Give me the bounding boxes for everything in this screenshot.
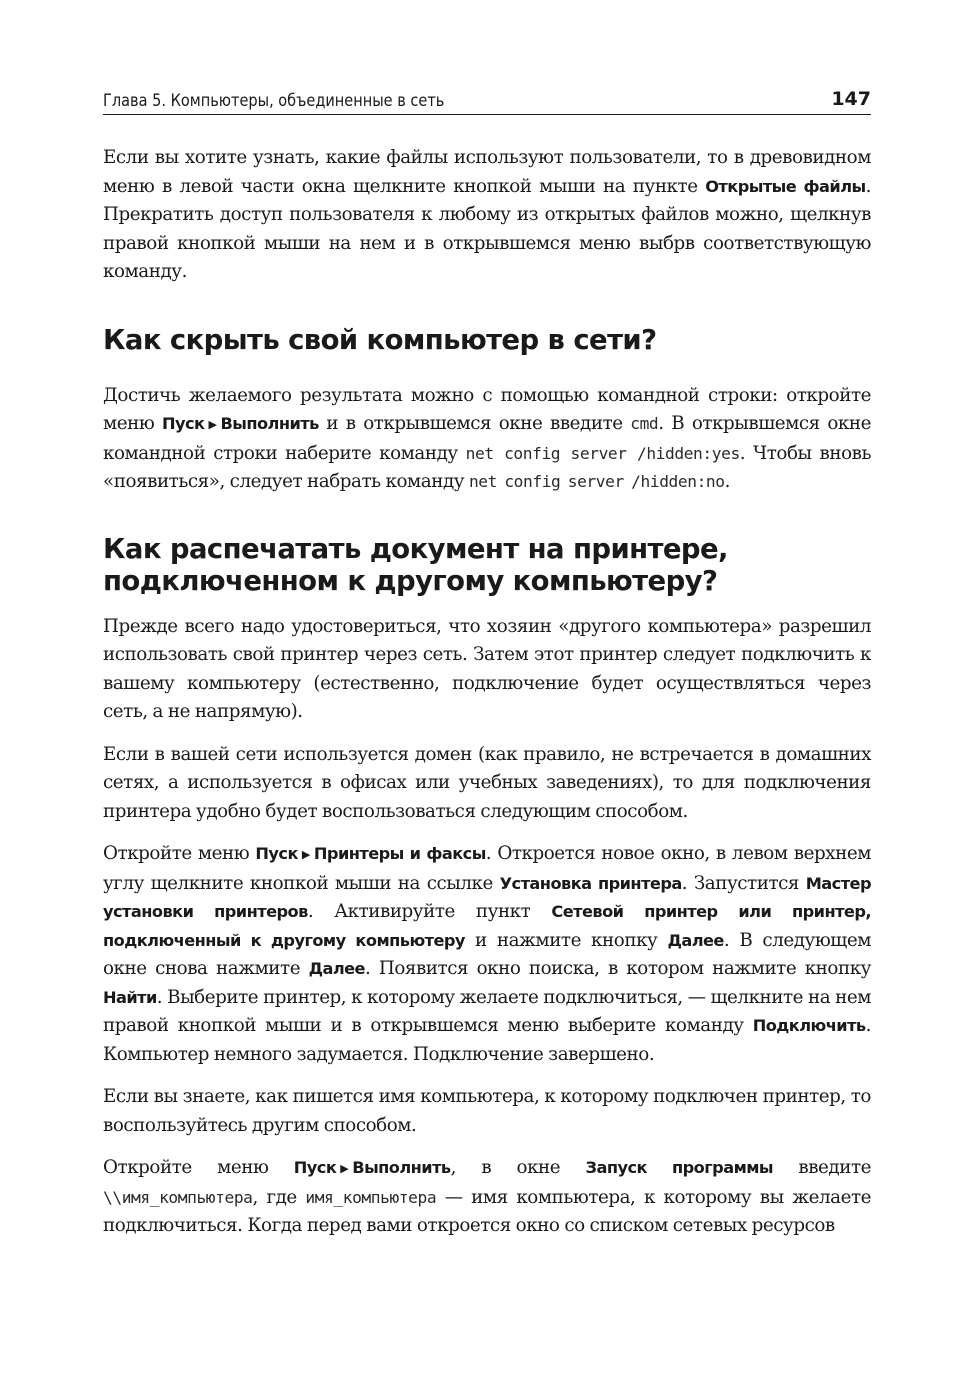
paragraph-computer-name: Если вы знаете, как пишется имя компьютера, к которому подключен принтер, то воспользуйтесь другим способом.	[103, 1086, 871, 1136]
menu-run: Выполнить	[352, 1158, 451, 1177]
command-connect: Подключить	[752, 1016, 866, 1035]
page-number: 147	[831, 88, 871, 110]
running-header	[103, 88, 871, 115]
button-find: Найти	[103, 987, 157, 1007]
heading-network-printer: Как распечатать документ на принтере, подключенном к другому компьютеру?	[103, 532, 728, 597]
paragraph-open-files: Если вы хотите узнать, какие файлы используют пользователи, то в древовидном меню в левой части окна щелкните кнопкой мыши на пункте Открытые файлы. Прекратить доступ пользователя к любому из открытых файлов можно, щелкнув правой кнопкой мыши на нем и в открывшемся меню выбрв соответствующую команду.	[103, 147, 871, 282]
paragraph-hide-computer: Достичь желаемого результата можно с помощью командной строки: откройте меню Пуск ▶ Выполнить и в открывшемся окне введите cmd. В открывшемся окне командной строки наберите команду net config server /hidden:yes. Чтобы вновь «появиться», следует набрать команду net config server /hidden:no.	[103, 384, 872, 492]
code-computer-name: имя_компьютера	[305, 1187, 437, 1207]
menu-start: Пуск	[293, 1158, 337, 1177]
button-next: Далее	[308, 959, 365, 978]
menu-printers-faxes: Принтеры и факсы	[313, 844, 486, 863]
chapter-title: Глава 5. Компьютеры, объединенные в сеть	[103, 91, 445, 110]
code-cmd: cmd	[630, 414, 659, 433]
paragraph-printer-wizard: Откройте меню Пуск ▶ Принтеры и факсы. Откроется новое окно, в левом верхнем углу щелкните кнопкой мыши на ссылке Установка принтера. Запустится Мастер установки принтеров. Активируйте пункт Сетевой принтер или принтер, подключенный к другому компьютеру и нажмите кнопку Далее. В следующем окне снова нажмите Далее. Появится окно поиска, в котором нажмите кнопку Найти. Выберите принтер, к которому желаете подключиться, — щелкните на нем правой кнопкой мыши и в открывшемся меню выберите команду Подключить. Компьютер немного задумается. Подключение завершено.	[103, 843, 871, 1065]
code-hidden-no: net config server /hidden:no	[468, 472, 725, 491]
option-network-printer: Сетевой принтер или принтер, подключенный к другому компьютеру	[103, 902, 871, 950]
menu-arrow-icon: ▶	[208, 418, 217, 431]
menu-arrow-icon: ▶	[301, 848, 310, 861]
heading-hide-computer: Как скрыть свой компьютер в сети?	[103, 323, 657, 356]
code-hidden-yes: net config server /hidden:yes	[465, 443, 740, 463]
paragraph-run-unc: Откройте меню Пуск ▶ Выполнить, в окне Запуск программы введите \\имя_компьютера, где имя_компьютера — имя компьютера, к которому вы желаете подключиться. Когда перед вами откроется окно со списком сетевых ресурсов	[103, 1157, 871, 1236]
window-run-program: Запуск программы	[585, 1158, 774, 1177]
button-next: Далее	[667, 930, 724, 950]
code-unc-path: \\имя_компьютера	[103, 1187, 253, 1207]
term-printer-wizard: Мастер установки принтеров	[103, 873, 871, 921]
paragraph-printer-permission: Прежде всего надо удостовериться, что хозяин «другого компьютера» разрешил использовать свой принтер через сеть. Затем этот принтер следует подключить к вашему компьютеру (естественно, подключение будет осуществляться через сеть, а не напрямую).	[103, 615, 871, 722]
menu-arrow-icon: ▶	[340, 1162, 349, 1175]
page-body	[103, 144, 871, 1255]
menu-run: Выполнить	[220, 414, 319, 433]
paragraph-domain: Если в вашей сети используется домен (как правило, не встречается в домашних сетях, а используется в офисах или учебных заведениях), то для подключения принтера удобно будет воспользоваться следующим способом.	[103, 743, 871, 822]
link-add-printer: Установка принтера	[499, 873, 682, 893]
menu-start: Пуск	[255, 844, 298, 863]
term-open-files: Открытые файлы	[705, 176, 866, 196]
menu-start: Пуск	[161, 414, 205, 433]
